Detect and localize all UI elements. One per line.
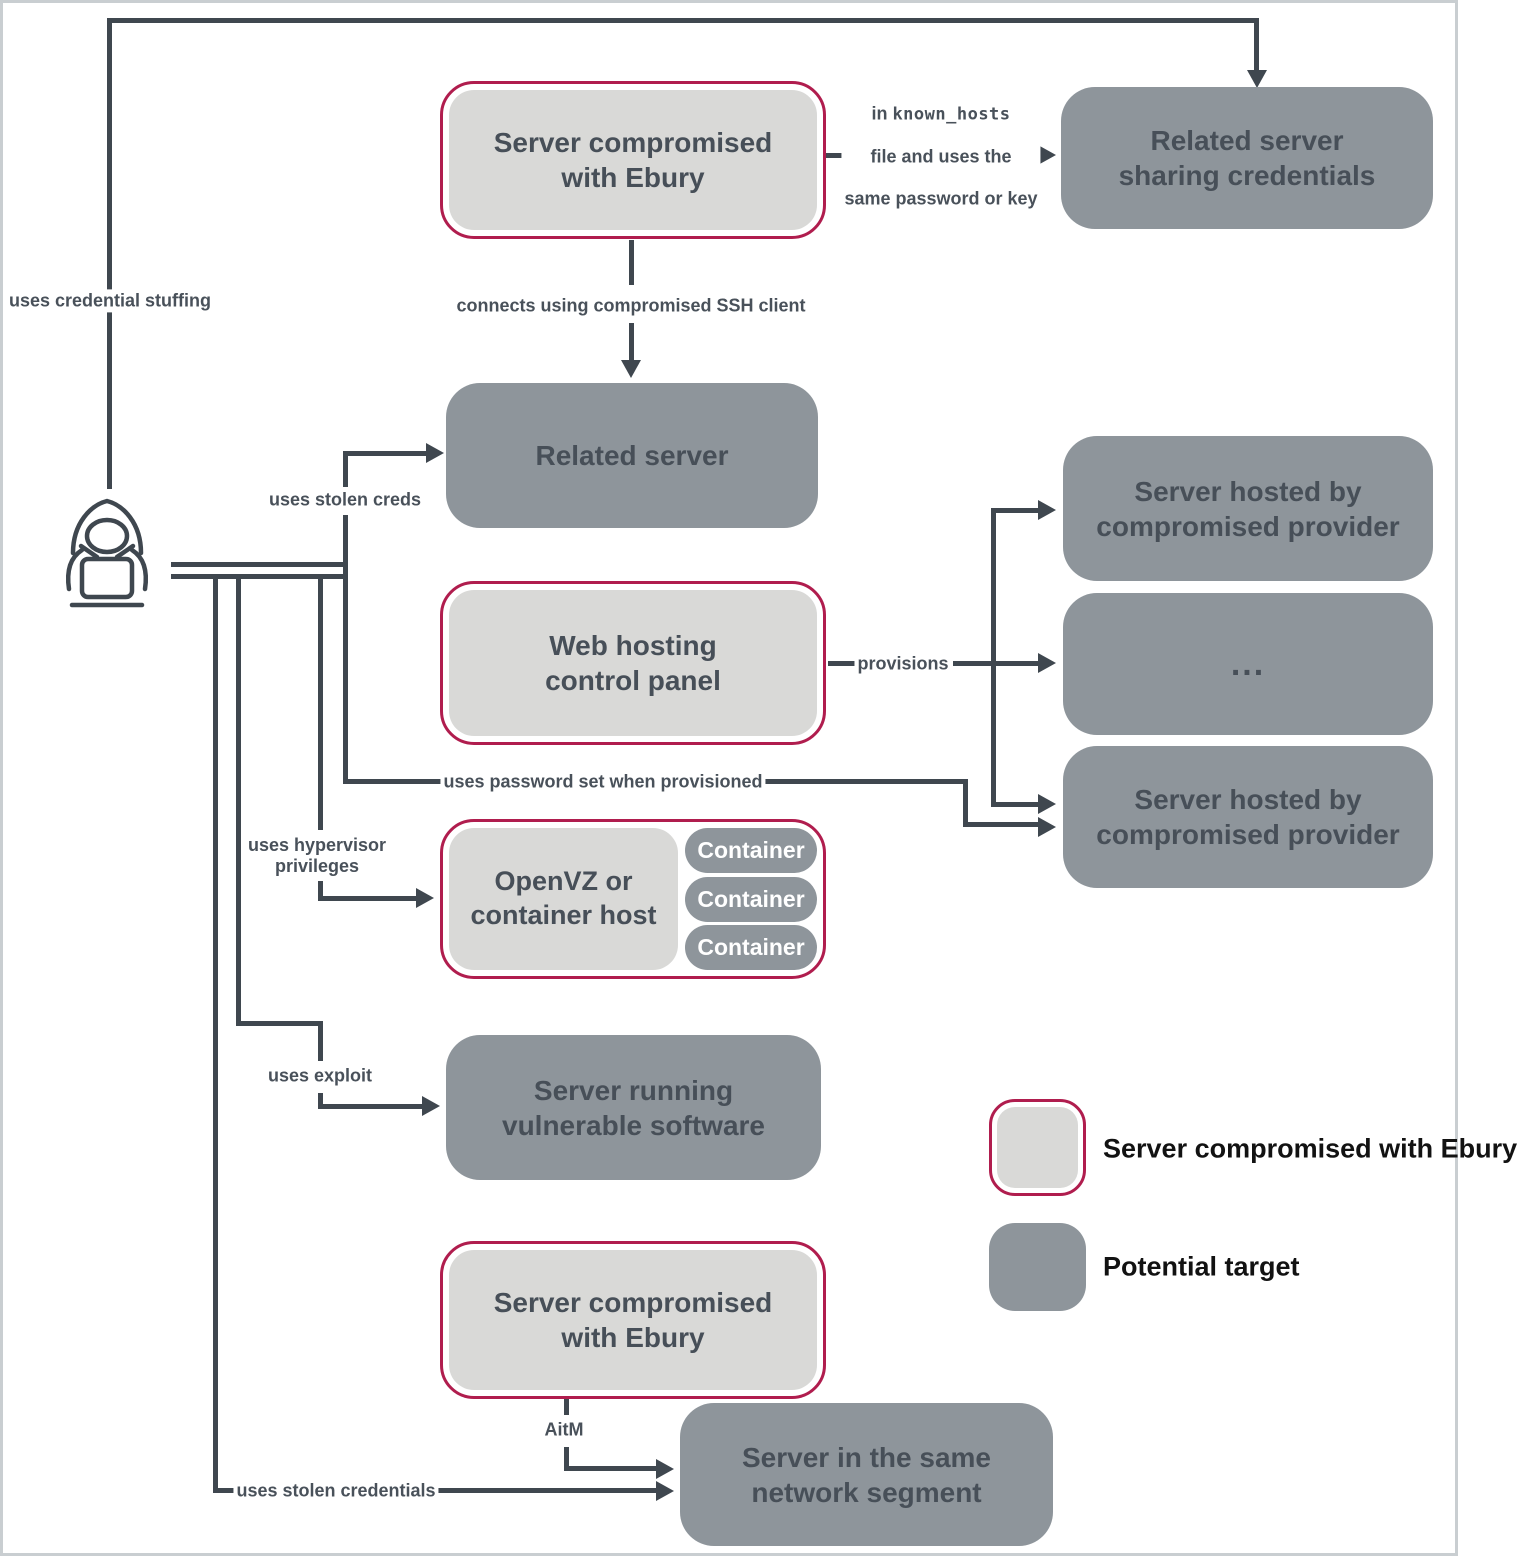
legend-label-target: Potential target — [1103, 1251, 1300, 1282]
node-hosted-mid — [1063, 593, 1433, 735]
line-stolencreds-arrowrun — [343, 451, 426, 456]
line-provisions-right — [953, 661, 1038, 666]
line-exploit-arrowrun — [318, 1104, 422, 1109]
legend-swatch-target — [989, 1223, 1086, 1311]
line-credstuff-upper — [107, 18, 112, 292]
line-stolencredentials-long-drop — [213, 574, 218, 1493]
container-pill: Container — [685, 925, 817, 970]
line-spine-top-arrowrun — [991, 508, 1038, 513]
arrowhead-spine-into-hosted-bottom — [1038, 794, 1056, 814]
legend-swatch-ebury-fill — [997, 1107, 1078, 1188]
edge-label-known-hosts-line1: in known_hosts — [871, 103, 1011, 125]
edge-label-password-provisioned: uses password set when provisioned — [440, 770, 765, 793]
line-password-left — [343, 779, 455, 784]
node-hosted-mid-label: ... — [1230, 644, 1266, 683]
edge-label-aitm: AitM — [542, 1418, 587, 1441]
node-ebury-top — [440, 81, 826, 239]
arrowhead-knownhosts — [1038, 145, 1056, 165]
edge-label-known-hosts — [841, 82, 1040, 233]
edge-label-ssh-client: connects using compromised SSH client — [453, 294, 808, 317]
known-hosts-mono: known_hosts — [892, 104, 1011, 125]
node-network-segment: Server in the same network segment — [680, 1403, 1053, 1546]
edge-label-hypervisor: uses hypervisor privileges — [245, 834, 389, 878]
arrowhead-stolencredentials-into-network — [656, 1481, 674, 1501]
node-related-server: Related server — [446, 383, 818, 528]
edge-label-known-hosts-line3: same password or key — [844, 188, 1038, 209]
line-aitm-upper — [564, 1399, 569, 1415]
line-ssh-lower — [629, 323, 634, 360]
arrowhead-into-hosted-mid — [1038, 653, 1056, 673]
line-stolencreds-down — [343, 515, 348, 783]
node-vulnerable: Server running vulnerable software — [446, 1035, 821, 1180]
line-credstuff-lower — [107, 312, 112, 489]
openvz-container-list — [685, 828, 817, 970]
node-hosted-bottom: Server hosted by compromised provider — [1063, 746, 1433, 888]
line-top-horizontal — [107, 18, 1259, 23]
line-hypervisor-arrowrun — [318, 896, 416, 901]
node-openvz — [440, 819, 826, 979]
node-web-hosting-label: Web hosting control panel — [449, 590, 817, 736]
edge-label-stolen-creds: uses stolen creds — [266, 488, 424, 511]
arrowhead-into-vulnerable — [422, 1096, 440, 1116]
edge-label-exploit: uses exploit — [265, 1064, 375, 1087]
node-hosted-top: Server hosted by compromised provider — [1063, 436, 1433, 581]
edge-label-stolen-credentials: uses stolen credentials — [233, 1479, 438, 1502]
attacker-icon — [55, 491, 159, 611]
line-exploit-jog — [236, 1021, 323, 1026]
line-hypervisor-upper — [318, 574, 323, 830]
line-exploit-drop — [236, 574, 241, 1026]
container-pill: Container — [685, 877, 817, 922]
line-stolencreds-up — [343, 451, 348, 487]
arrowhead-password-into-hosted-bottom — [1038, 817, 1056, 837]
line-password-right — [753, 779, 968, 784]
container-pill: Container — [685, 828, 817, 873]
legend-label-ebury: Server compromised with Ebury — [1103, 1133, 1517, 1164]
line-top-right-drop — [1254, 18, 1259, 70]
line-password-drop — [963, 779, 968, 827]
line-exploit-upper — [318, 1021, 323, 1061]
edge-label-credential-stuffing: uses credential stuffing — [6, 289, 214, 312]
line-password-arrowrun — [963, 822, 1038, 827]
node-related-sharing: Related server sharing credentials — [1061, 87, 1433, 229]
legend-swatch-ebury — [989, 1099, 1086, 1196]
line-ssh-upper — [629, 240, 634, 285]
node-ebury-top-label: Server compromised with Ebury — [449, 90, 817, 230]
node-ebury-bottom — [440, 1241, 826, 1399]
arrowhead-into-hosted-top — [1038, 500, 1056, 520]
arrowhead-aitm-into-network — [656, 1459, 674, 1479]
node-ebury-bottom-label: Server compromised with Ebury — [449, 1250, 817, 1390]
line-stolencredentials-right — [433, 1488, 656, 1493]
arrowhead-into-related-server — [621, 360, 641, 378]
line-provisions-spine — [991, 508, 996, 806]
edge-label-provisions: provisions — [854, 652, 951, 675]
arrowhead-into-related-server-left — [426, 443, 444, 463]
line-spine-bottom-arrowrun — [991, 802, 1038, 807]
node-web-hosting — [440, 581, 826, 745]
arrowhead-into-related-sharing — [1247, 70, 1267, 88]
line-attacker-horizontal-1 — [171, 562, 348, 567]
node-openvz-label: OpenVZ or container host — [449, 828, 678, 970]
line-aitm-arrowrun — [564, 1466, 656, 1471]
edge-label-known-hosts-line2: file and uses the — [870, 146, 1012, 167]
arrowhead-into-openvz — [416, 888, 434, 908]
